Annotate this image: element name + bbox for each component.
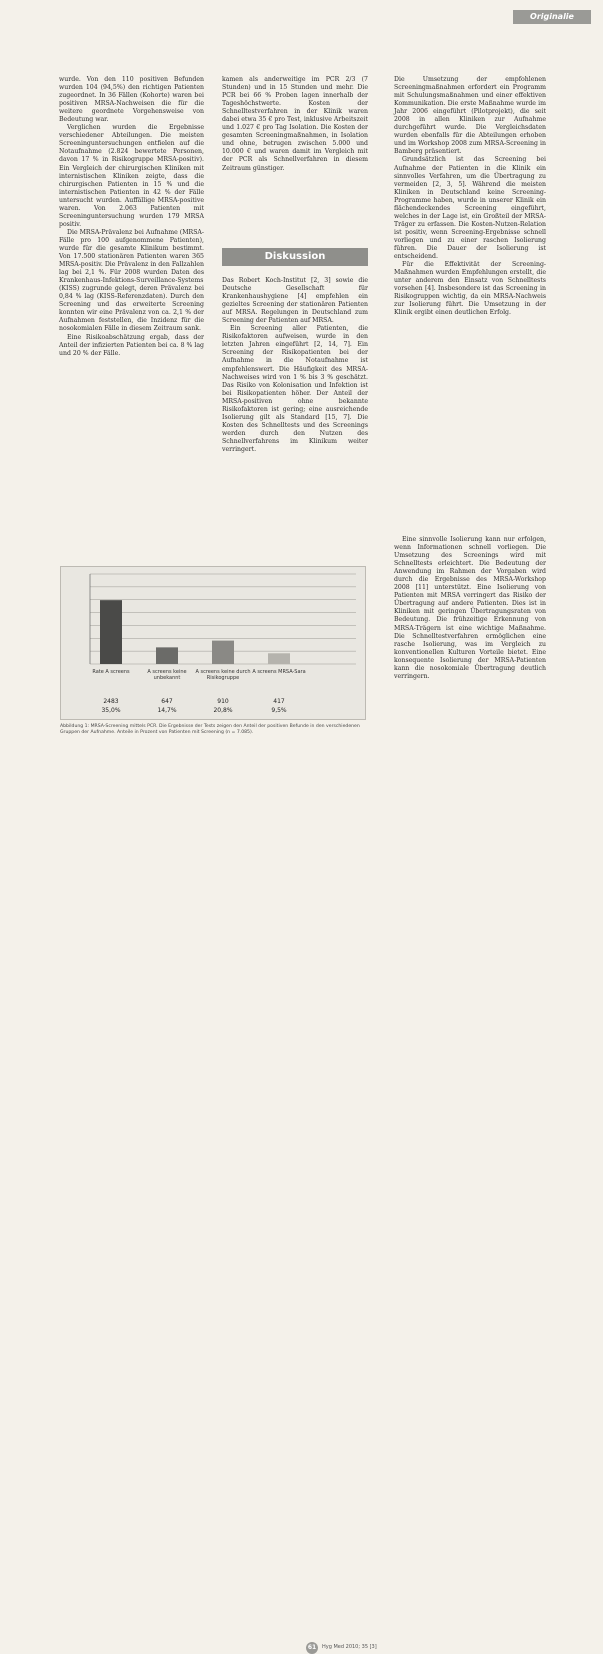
figure-caption: Abbildung 1: MRSA-Screening mittels PCR. Die Ergebnisse der Tests zeigen den Anteil der positiven Befunde in den verschiedenen Gruppen der Aufnahme. Anteile in Prozent von Patienten mit Screening (n = 7.085).	[60, 724, 360, 735]
percent-label: 20,8%	[213, 707, 233, 714]
bar	[212, 641, 234, 664]
category-label: A screens keine durch Risikogruppe	[195, 669, 251, 681]
page-footer	[0, 818, 603, 1651]
page-number: 61	[306, 1642, 318, 1654]
percent-label: 9,5%	[271, 707, 287, 714]
paragraph: Ein Screening aller Patienten, die Risikofaktoren aufweisen, wurde in den letzten Jahren eingeführt [2, 14, 7]. Ein Screening der Risikopatienten bei der Aufnahme in die Notaufnahme ist empfehlenswert. Die Häufigkeit des MRSA-Nachweises wird von 1 % bis 3 % geschätzt. Das Risiko von Kolonisation und Infektion ist bei Risikopatienten höher. Der Anteil der MRSA-positiven ohne bekannte Risikofaktoren ist gering; eine ausreichende Isolierung gilt als Standard [15, 7]. Die Kosten des Schnelltests und des Screenings werden durch den Nutzen des Schnellverfahrens im Klinikum weiter verringert.	[222, 325, 368, 453]
value-label: 647	[161, 698, 173, 705]
column-3	[394, 76, 546, 317]
value-label: 2483	[103, 698, 119, 705]
column-2-discussion	[222, 277, 368, 454]
paragraph: kamen als anderweitige im PCR 2/3 (7 Stunden) und in 15 Stunden und mehr. Die PCR bei 66 % Proben lagen innerhalb der Tageshöchstwerte. Kosten der Schnelltestverfahren in der Klinik waren dabei etwa 35 € pro Test, inklusive Arbeitszeit und 1.027 € pro Tag Isolation. Die Kosten der gesamten Screeningmaßnahmen, in Isolation und ohne, betrugen zwischen 5.000 und 10.000 € und waren damit im Vergleich mit der PCR als Schnellverfahren in diesem Zeitraum günstiger.	[222, 76, 368, 172]
column-2	[222, 76, 368, 173]
column-1	[59, 76, 204, 358]
category-label: Rate A screens	[92, 669, 130, 675]
percent-label: 35,0%	[101, 707, 121, 714]
value-label: 910	[217, 698, 229, 705]
category-labels	[62, 669, 362, 699]
bar	[268, 653, 290, 664]
paragraph: Verglichen wurden die Ergebnisse verschiedener Abteilungen. Die meisten Screeninguntersuchungen entfielen auf die Notaufnahme (2.824 bewertete Personen, davon 17 % in Risikogruppe MRSA-positiv). Ein Vergleich der chirurgischen Kliniken mit internistischen Kliniken zeigte, dass die chirurgischen Patienten in 15 % und die internistischen Patienten in 42 % der Fälle untersucht wurden. Auffällige MRSA-positive waren. Von 2.063 Patienten mit Screeninguntersuchung wurden 179 MRSA positiv.	[59, 124, 204, 228]
column-3-continued	[394, 536, 546, 681]
paragraph: Eine sinnvolle Isolierung kann nur erfolgen, wenn Informationen schnell vorliegen. Die Umsetzung des Screenings wird mit Schnelltests erleichtert. Die Bedeutung der Anwendung im Rahmen der Vorgaben wird durch die Ergebnisse des MRSA-Workshop 2008 [11] unterstützt. Eine Isolierung von Patienten mit MRSA verringert das Risiko der Übertragung auf andere Patienten. Dies ist in Kliniken mit geringen Übertragungsraten von Bedeutung. Die frühzeitige Erkennung von MRSA-Trägern ist eine wichtige Maßnahme. Die Schnelltestverfahren ermöglichen eine rasche Isolierung, was im Vergleich zu konventionellen Kulturen Vorteile bietet. Eine konsequente Isolierung der MRSA-Patienten kann die nosokomiale Übertragung deutlich verringern.	[394, 536, 546, 680]
percent-label: 14,7%	[157, 707, 177, 714]
value-labels	[62, 698, 362, 718]
page-header	[0, 0, 603, 28]
paragraph: Eine Risikoabschätzung ergab, dass der Anteil der infizierten Patienten bei ca. 8 % lag und 20 % der Fälle.	[59, 333, 204, 357]
paragraph: wurde. Von den 110 positiven Befunden wurden 104 (94,5%) den richtigen Patienten zugeordnet. In 36 Fällen (Kohorte) waren bei positiven MRSA-Nachweisen die für die weitere geordnete Vorgehensweise von Bedeutung war.	[59, 76, 204, 124]
paragraph: Das Robert Koch-Institut [2, 3] sowie die Deutsche Gesellschaft für Krankenhaushygiene [4] empfehlen ein gezieltes Screening der stationären Patienten auf MRSA. Regelungen in Deutschland zum Screening der Patienten auf MRSA.	[222, 277, 368, 325]
category-label: A screens keine unbekannt	[147, 669, 187, 681]
bar	[100, 600, 122, 664]
paragraph: Grundsätzlich ist das Screening bei Aufnahme der Patienten in die Klinik ein sinnvolles Verfahren, um die Übertragung zu vermeiden [2, 3, 5]. Während die meisten Kliniken in Deutschland keine Screening-Programme haben, wurde in unserer Klinik ein flächendeckendes Screening eingeführt, welches in der Lage ist, ein Großteil der MRSA-Träger zu erfassen. Die Kosten-Nutzen-Relation ist positiv, wenn Screening-Ergebnisse schnell vorliegen und zu einer raschen Isolierung führen. Die Dauer der Isolierung ist entscheidend.	[394, 156, 546, 261]
section-tag: Originalie	[513, 10, 591, 24]
bar	[156, 647, 178, 664]
journal-reference: Hyg Med 2010; 35 [3]	[322, 1644, 377, 1650]
paragraph: Die Umsetzung der empfohlenen Screeningmaßnahmen erfordert ein Programm mit Schulungsmaßnahmen und einer effektiven Kommunikation. Die erste Maßnahme wurde im Jahr 2006 eingeführt (Pilotprojekt), die seit 2008 in allen Kliniken zur Aufnahme durchgeführt wurde. Die Vergleichsdaten wurden ebenfalls für die Abteilungen erhoben und im Workshop 2008 zum MRSA-Screening in Bamberg präsentiert.	[394, 76, 546, 156]
bar-chart	[62, 568, 362, 668]
paragraph: Die MRSA-Prävalenz bei Aufnahme (MRSA-Fälle pro 100 aufgenommene Patienten), wurde für die gesamte Klinikum bestimmt. Von 17.500 stationären Patienten waren 365 MRSA-positiv. Die Prävalenz in den Fallzahlen lag bei 2,1 %. Für 2008 wurden Daten des Krankenhaus-Infektions-Surveillance-Systems (KISS) zugrunde gelegt, deren Prävalenz bei 0,84 % lag (KISS-Referenzdaten). Durch den Screening und das erweiterte Screening konnten wir eine Prävalenz von ca. 2,1 % der Aufnahmen feststellen, die Inzidenz für die nosokomialen Fälle in diesem Zeitraum sank.	[59, 228, 204, 333]
category-label: A screens MRSA-Sara	[252, 669, 306, 675]
value-label: 417	[273, 698, 285, 705]
section-heading-diskussion: Diskussion	[222, 248, 368, 266]
paragraph: Für die Effektivität der Screening-Maßnahmen wurden Empfehlungen erstellt, die unter anderem den Einsatz von Schnelltests vorsehen [4]. Insbesondere ist das Screening in Risikogruppen wichtig, da ein MRSA-Nachweis zur Isolierung führt. Die Umsetzung in der Klinik ergibt einen deutlichen Erfolg.	[394, 261, 546, 317]
